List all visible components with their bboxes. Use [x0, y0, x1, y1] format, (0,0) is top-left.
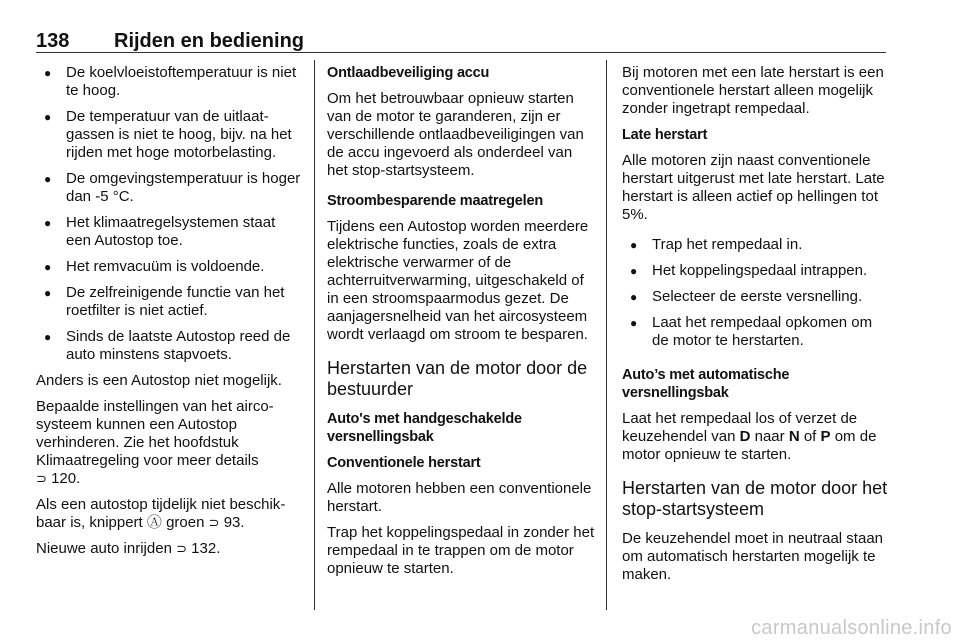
watermark: carmanualsonline.info: [751, 617, 952, 639]
paragraph-text: Als een autostop tijdelijk niet beschikbaar is, knippert: [36, 496, 286, 531]
paragraph-text: Laat het rempedaal los of verzet de keuzehendel van: [622, 410, 858, 445]
list-item: ● Sinds de laatste Autostop reed de auto minstens stapvoets.: [36, 328, 304, 364]
list-item: ● De omgevingstemperatuur is hoger dan -5 °C.: [36, 170, 304, 206]
paragraph: [36, 398, 304, 488]
column-divider-1: [314, 60, 315, 610]
list-item: ● Het klimaatregelsystemen staat een Autostop toe.: [36, 214, 304, 250]
autostop-indicator-icon: Ⓐ: [146, 514, 162, 531]
subheading-line: versnellingsbak: [622, 385, 729, 401]
column-3: [622, 64, 888, 592]
list-item: ● De zelfreinigende functie van het roetfilter is niet actief.: [36, 284, 304, 320]
subheading: Ontlaadbeveiliging accu: [327, 65, 490, 81]
paragraph-text: naar: [754, 428, 785, 445]
section-title: Herstarten van de motor door het stop-startsysteem: [622, 478, 888, 519]
reference-arrow-icon: ⊃: [176, 541, 187, 556]
subheading-line: versnellingsbak: [327, 429, 434, 445]
subheading: [622, 366, 888, 402]
list-item: ● De koelvloeistoftemperatuur is niet te hoog.: [36, 64, 304, 100]
gear-position-p: P: [820, 428, 831, 445]
paragraph: Om het betrouwbaar opnieuw starten van de motor te garanderen, zijn er verschillende ontlaadbeveiligingen van de accu ingevoerd als onderdeel van het stop-startsysteem.: [327, 90, 584, 179]
column-1: [36, 64, 304, 566]
subheading: Late herstart: [622, 127, 708, 143]
header-rule: [36, 52, 886, 53]
subheading-line: Auto’s met automatische: [622, 367, 790, 383]
chapter-title: Rijden en bediening: [114, 30, 305, 52]
paragraph: De keuzehendel moet in neutraal staan om automatisch herstarten mogelijk te maken.: [622, 530, 884, 583]
reference-arrow-icon: ⊃: [208, 515, 220, 530]
paragraph-text: groen: [166, 514, 205, 531]
paragraph: [36, 540, 304, 558]
page-reference-link[interactable]: 93.: [223, 514, 245, 531]
paragraph: [622, 410, 888, 464]
column-divider-2: [606, 60, 607, 610]
paragraph-text: Bepaalde instellingen van het aircosysteem kunnen een Autostop verhinderen. Zie het hoofdstuk Klimaatregeling voor meer details: [36, 398, 274, 469]
list-item: ● De temperatuur van de uitlaatgassen is niet te hoog, bijv. na het rijden met hoge motorbelasting.: [36, 108, 304, 162]
list-item: ● Het koppelingspedaal intrappen.: [622, 262, 888, 280]
page-header: [36, 30, 886, 54]
column-2: [327, 64, 595, 586]
gear-position-d: D: [739, 428, 751, 445]
list-item: ● Selecteer de eerste versnelling.: [622, 288, 888, 306]
page-reference-link[interactable]: 120.: [51, 470, 81, 487]
page-reference-link[interactable]: 132.: [191, 540, 221, 557]
section-title: Herstarten van de motor door de bestuurder: [327, 358, 588, 399]
page-number: 138: [36, 30, 70, 52]
list-item: ● Het remvacuüm is voldoende.: [36, 258, 304, 276]
list-item: ● Trap het rempedaal in.: [622, 236, 888, 254]
paragraph: Bij motoren met een late herstart is een conventionele herstart alleen mogelijk zonder ingetrapt rempedaal.: [622, 64, 884, 117]
gear-position-n: N: [788, 428, 800, 445]
list-item: ● Laat het rempedaal opkomen om de motor te herstarten.: [622, 314, 888, 350]
paragraph: Alle motoren zijn naast conventionele herstart uitgerust met late herstart. Late herstart is alleen actief op hellingen tot 5%.: [622, 152, 885, 223]
paragraph-text: of: [803, 428, 817, 445]
paragraph: [36, 496, 304, 532]
paragraph: Anders is een Autostop niet mogelijk.: [36, 372, 282, 389]
conditions-list: [36, 64, 304, 364]
paragraph: Trap het koppelingspedaal in zonder het rempedaal in te trappen om de motor opnieuw te starten.: [327, 524, 595, 577]
paragraph: Tijdens een Autostop worden meerdere elektrische functies, zoals de extra elektrische verwarmer of de achterruitverwarming, uitgeschakeld of in een stroomspaarmodus gezet. De aanjagersnelheid van het aircosysteem wordt verlaagd om stroom te besparen.: [327, 218, 589, 343]
subheading: Stroombesparende maatregelen: [327, 193, 543, 209]
paragraph: Alle motoren hebben een conventionele herstart.: [327, 480, 592, 515]
restart-steps-list: [622, 236, 888, 350]
subheading: [327, 410, 595, 446]
subheading: Conventionele herstart: [327, 455, 481, 471]
subheading-line: Auto's met handgeschakelde: [327, 411, 522, 427]
paragraph-text: Nieuwe auto inrijden: [36, 540, 172, 557]
paragraph-text: om de motor opnieuw te starten.: [622, 428, 877, 463]
reference-arrow-icon: ⊃: [36, 471, 47, 486]
